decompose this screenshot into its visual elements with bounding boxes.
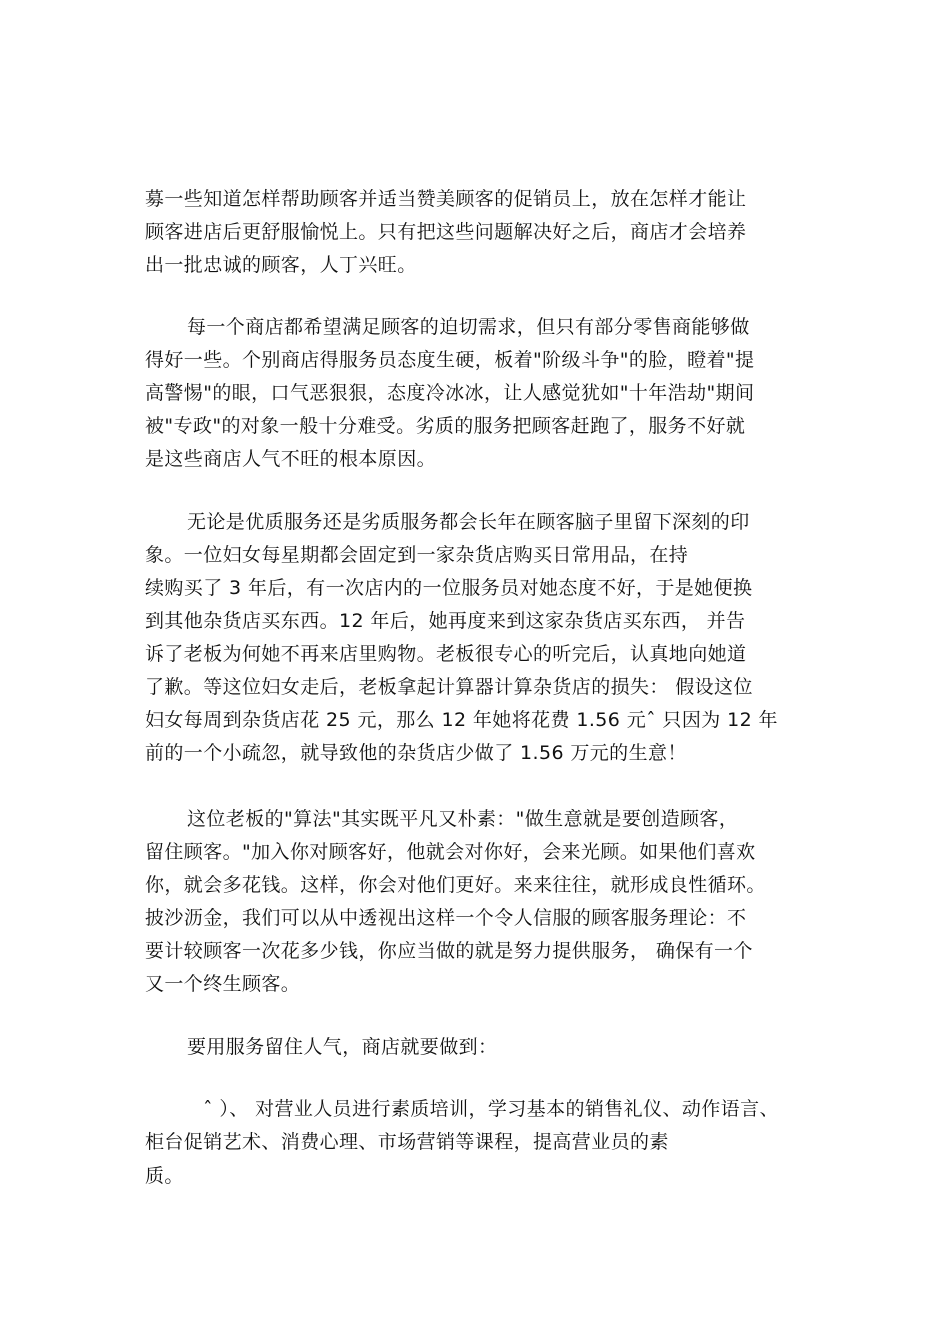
paragraph-3-line-8: 前的一个小疏忽，就导致他的杂货店少做了 1.56 万元的生意！ <box>145 742 687 764</box>
paragraph-4-line-4: 披沙沥金，我们可以从中透视出这样一个令人信服的顾客服务理论：不 <box>145 907 747 929</box>
paragraph-1-line-2: 顾客进店后更舒服愉悦上。只有把这些问题解决好之后，商店才会培养 <box>145 221 747 243</box>
paragraph-2-line-3: 高警惕"的眼，口气恶狠狠，态度冷冰冰，让人感觉犹如"十年浩劫"期间 <box>145 382 755 404</box>
paragraph-3-line-3: 续购买了 3 年后，有一次店内的一位服务员对她态度不好，于是她便换 <box>145 577 753 599</box>
paragraph-1-line-3: 出一批忠诚的顾客，人丁兴旺。 <box>145 254 417 276</box>
paragraph-5-line-1: 要用服务留住人气，商店就要做到： <box>187 1036 498 1058</box>
paragraph-4-line-2: 留住顾客。"加入你对顾客好，他就会对你好，会来光顾。如果他们喜欢 <box>145 841 756 863</box>
paragraph-3-line-2: 象。一位妇女每星期都会固定到一家杂货店购买日常用品，在持 <box>145 544 689 566</box>
paragraph-4-line-5: 要计较顾客一次花多少钱，你应当做的就是努力提供服务， 确保有一个 <box>145 940 753 962</box>
paragraph-3-line-4: 到其他杂货店买东西。12 年后，她再度来到这家杂货店买东西， 并告 <box>145 610 746 632</box>
list-item-1-line-2: 柜台促销艺术、消费心理、市场营销等课程，提高营业员的素 <box>145 1131 669 1153</box>
paragraph-3-line-6: 了歉。等这位妇女走后，老板拿起计算器计算杂货店的损失： 假设这位 <box>145 676 753 698</box>
paragraph-1-line-1: 募一些知道怎样帮助顾客并适当赞美顾客的促销员上，放在怎样才能让 <box>145 188 747 210</box>
paragraph-2-line-2: 得好一些。个别商店得服务员态度生硬，板着"阶级斗争"的脸，瞪着"提 <box>145 349 755 371</box>
paragraph-2-line-5: 是这些商店人气不旺的根本原因。 <box>145 448 437 470</box>
paragraph-2-line-4: 被"专政"的对象一般十分难受。劣质的服务把顾客赶跑了，服务不好就 <box>145 415 746 437</box>
paragraph-4-line-3: 你，就会多花钱。这样，你会对他们更好。来来往往，就形成良性循环。 <box>145 874 766 896</box>
paragraph-4-line-6: 又一个终生顾客。 <box>145 973 301 995</box>
paragraph-2-line-1: 每一个商店都希望满足顾客的迫切需求，但只有部分零售商能够做 <box>187 316 750 338</box>
paragraph-4-line-1: 这位老板的"算法"其实既平凡又朴素："做生意就是要创造顾客， <box>187 808 739 830</box>
list-item-1-line-3: 质。 <box>145 1165 184 1187</box>
list-item-1-line-1: ˆ ）、 对营业人员进行素质培训，学习基本的销售礼仪、动作语言、 <box>203 1098 779 1120</box>
paragraph-3-line-1: 无论是优质服务还是劣质服务都会长年在顾客脑子里留下深刻的印 <box>187 511 750 533</box>
paragraph-3-line-7: 妇女每周到杂货店花 25 元，那么 12 年她将花费 1.56 元ˆ 只因为 12 年 <box>145 709 778 731</box>
paragraph-3-line-5: 诉了老板为何她不再来店里购物。老板很专心的听完后，认真地向她道 <box>145 643 747 665</box>
